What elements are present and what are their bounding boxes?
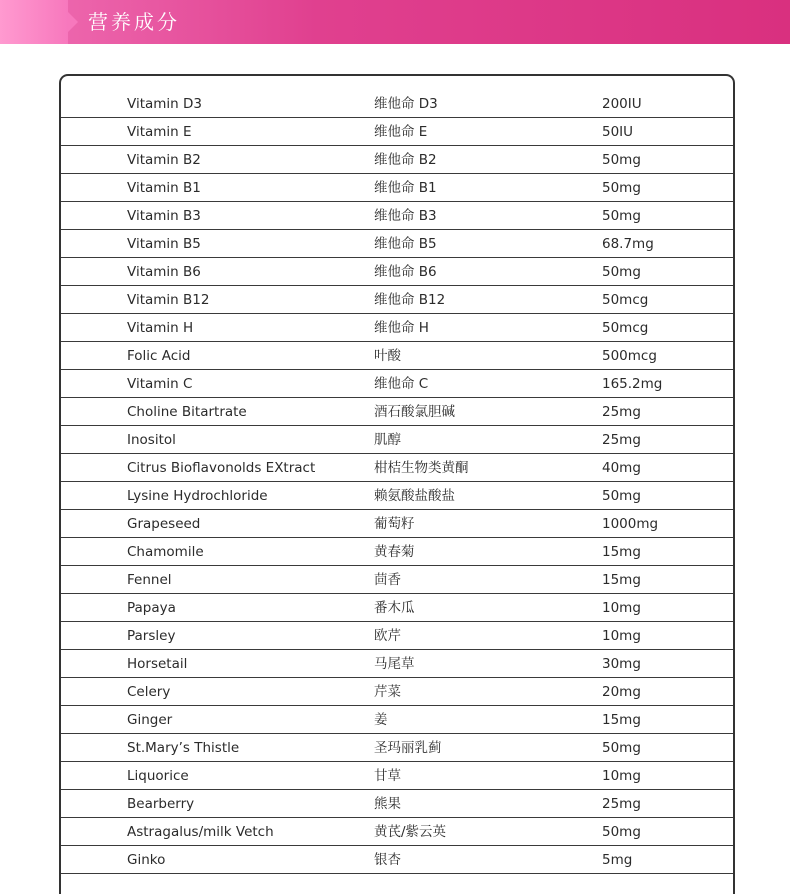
table-row <box>61 762 733 790</box>
header-accent-tab <box>0 0 68 44</box>
ingredients-table <box>59 74 735 894</box>
ingredient-name-en: Astragalus/milk Vetch <box>127 824 274 840</box>
ingredient-amount: 50mg <box>602 488 641 504</box>
table-row <box>61 566 733 594</box>
ingredient-name-cn: 酒石酸氯胆碱 <box>374 404 455 420</box>
ingredient-amount: 30mg <box>602 656 641 672</box>
ingredient-amount: 165.2mg <box>602 376 663 392</box>
ingredient-name-en: Choline Bitartrate <box>127 404 247 420</box>
ingredient-name-cn: 芹菜 <box>374 684 401 700</box>
ingredient-name-en: Vitamin B1 <box>127 180 201 196</box>
ingredient-name-en: Bearberry <box>127 796 195 812</box>
table-row <box>61 538 733 566</box>
ingredient-name-en: Liquorice <box>127 768 189 784</box>
table-row <box>61 258 733 286</box>
ingredient-amount: 50mg <box>602 264 641 280</box>
ingredient-name-en: Vitamin B3 <box>127 208 201 224</box>
ingredient-name-en: Vitamin B5 <box>127 236 201 252</box>
ingredient-name-cn: 柑桔生物类黄酮 <box>374 460 469 476</box>
ingredient-name-cn: 赖氨酸盐酸盐 <box>374 488 455 504</box>
ingredient-name-cn: 茴香 <box>374 572 401 588</box>
ingredient-amount: 25mg <box>602 404 641 420</box>
table-row <box>61 454 733 482</box>
ingredient-name-cn: 维他命 H <box>374 320 429 336</box>
ingredient-name-cn: 维他命 B5 <box>374 236 437 252</box>
table-row <box>61 118 733 146</box>
ingredient-amount: 50mg <box>602 180 641 196</box>
ingredient-name-en: Inositol <box>127 432 176 448</box>
ingredient-amount: 5mg <box>602 852 633 868</box>
ingredient-name-en: Celery <box>127 684 171 700</box>
table-row <box>61 734 733 762</box>
ingredient-name-en: Grapeseed <box>127 516 201 532</box>
ingredient-amount: 50mg <box>602 740 641 756</box>
table-row <box>61 230 733 258</box>
ingredient-name-en: Folic Acid <box>127 348 191 364</box>
ingredient-name-cn: 圣玛丽乳蓟 <box>374 740 442 756</box>
ingredient-amount: 15mg <box>602 712 641 728</box>
table-row <box>61 398 733 426</box>
table-row <box>61 594 733 622</box>
ingredient-amount: 20mg <box>602 684 641 700</box>
ingredient-amount: 10mg <box>602 768 641 784</box>
ingredient-name-en: Chamomile <box>127 544 204 560</box>
ingredient-name-cn: 维他命 B3 <box>374 208 437 224</box>
table-row <box>61 146 733 174</box>
ingredient-amount: 40mg <box>602 460 641 476</box>
ingredient-name-en: Ginko <box>127 852 166 868</box>
ingredient-amount: 500mcg <box>602 348 657 364</box>
ingredient-amount: 50mcg <box>602 320 649 336</box>
ingredient-name-cn: 维他命 E <box>374 124 428 140</box>
table-row <box>61 482 733 510</box>
ingredient-name-cn: 维他命 B2 <box>374 152 437 168</box>
ingredient-name-en: Vitamin B6 <box>127 264 201 280</box>
ingredient-name-en: Papaya <box>127 600 176 616</box>
table-row <box>61 846 733 874</box>
ingredient-amount: 25mg <box>602 432 641 448</box>
table-row <box>61 174 733 202</box>
ingredient-name-cn: 番木瓜 <box>374 600 415 616</box>
table-row <box>61 202 733 230</box>
table-row <box>61 90 733 118</box>
table-row <box>61 426 733 454</box>
ingredient-name-cn: 黄春菊 <box>374 544 415 560</box>
ingredient-amount: 68.7mg <box>602 236 654 252</box>
table-row <box>61 650 733 678</box>
ingredient-name-cn: 姜 <box>374 712 388 728</box>
ingredient-name-en: Fennel <box>127 572 172 588</box>
ingredient-amount: 15mg <box>602 544 641 560</box>
ingredient-name-en: Parsley <box>127 628 176 644</box>
table-row <box>61 790 733 818</box>
ingredient-name-en: Horsetail <box>127 656 188 672</box>
ingredient-name-en: Vitamin E <box>127 124 192 140</box>
ingredient-name-cn: 维他命 B6 <box>374 264 437 280</box>
ingredient-amount: 1000mg <box>602 516 659 532</box>
ingredient-name-cn: 维他命 C <box>374 376 429 392</box>
ingredient-name-en: Citrus Bioflavonolds EXtract <box>127 460 316 476</box>
ingredient-amount: 50mg <box>602 824 641 840</box>
ingredient-name-en: Vitamin B2 <box>127 152 201 168</box>
ingredient-amount: 15mg <box>602 572 641 588</box>
table-row <box>61 622 733 650</box>
ingredient-name-en: Vitamin C <box>127 376 193 392</box>
ingredient-name-cn: 肌醇 <box>374 432 401 448</box>
ingredient-amount: 50mg <box>602 152 641 168</box>
ingredient-name-cn: 甘草 <box>374 768 401 784</box>
section-header <box>0 0 790 44</box>
ingredient-amount: 50mg <box>602 208 641 224</box>
ingredients-rows <box>61 90 733 874</box>
ingredient-amount: 25mg <box>602 796 641 812</box>
ingredient-name-en: Lysine Hydrochloride <box>127 488 268 504</box>
ingredient-name-cn: 叶酸 <box>374 348 401 364</box>
table-row <box>61 342 733 370</box>
section-title: 营养成分 <box>88 10 180 34</box>
table-row <box>61 286 733 314</box>
ingredient-name-cn: 维他命 D3 <box>374 96 438 112</box>
ingredient-amount: 50IU <box>602 124 634 140</box>
table-row <box>61 510 733 538</box>
ingredient-amount: 50mcg <box>602 292 649 308</box>
table-row <box>61 370 733 398</box>
table-row <box>61 314 733 342</box>
ingredient-name-cn: 维他命 B1 <box>374 180 437 196</box>
table-row <box>61 678 733 706</box>
ingredient-name-cn: 熊果 <box>374 796 401 812</box>
ingredient-name-en: Vitamin H <box>127 320 194 336</box>
ingredient-name-cn: 维他命 B12 <box>374 292 446 308</box>
ingredient-name-en: St.Mary’s Thistle <box>127 740 240 756</box>
ingredient-name-cn: 欧芹 <box>374 628 401 644</box>
ingredient-name-cn: 马尾草 <box>374 656 415 672</box>
ingredient-name-cn: 葡萄籽 <box>374 516 415 532</box>
ingredient-name-en: Vitamin D3 <box>127 96 202 112</box>
ingredient-amount: 10mg <box>602 628 641 644</box>
table-row <box>61 706 733 734</box>
ingredient-amount: 200IU <box>602 96 642 112</box>
ingredient-amount: 10mg <box>602 600 641 616</box>
table-row <box>61 818 733 846</box>
ingredient-name-cn: 黄芪/紫云英 <box>374 824 447 840</box>
ingredient-name-en: Ginger <box>127 712 173 728</box>
ingredient-name-cn: 银杏 <box>374 852 401 868</box>
ingredient-name-en: Vitamin B12 <box>127 292 210 308</box>
